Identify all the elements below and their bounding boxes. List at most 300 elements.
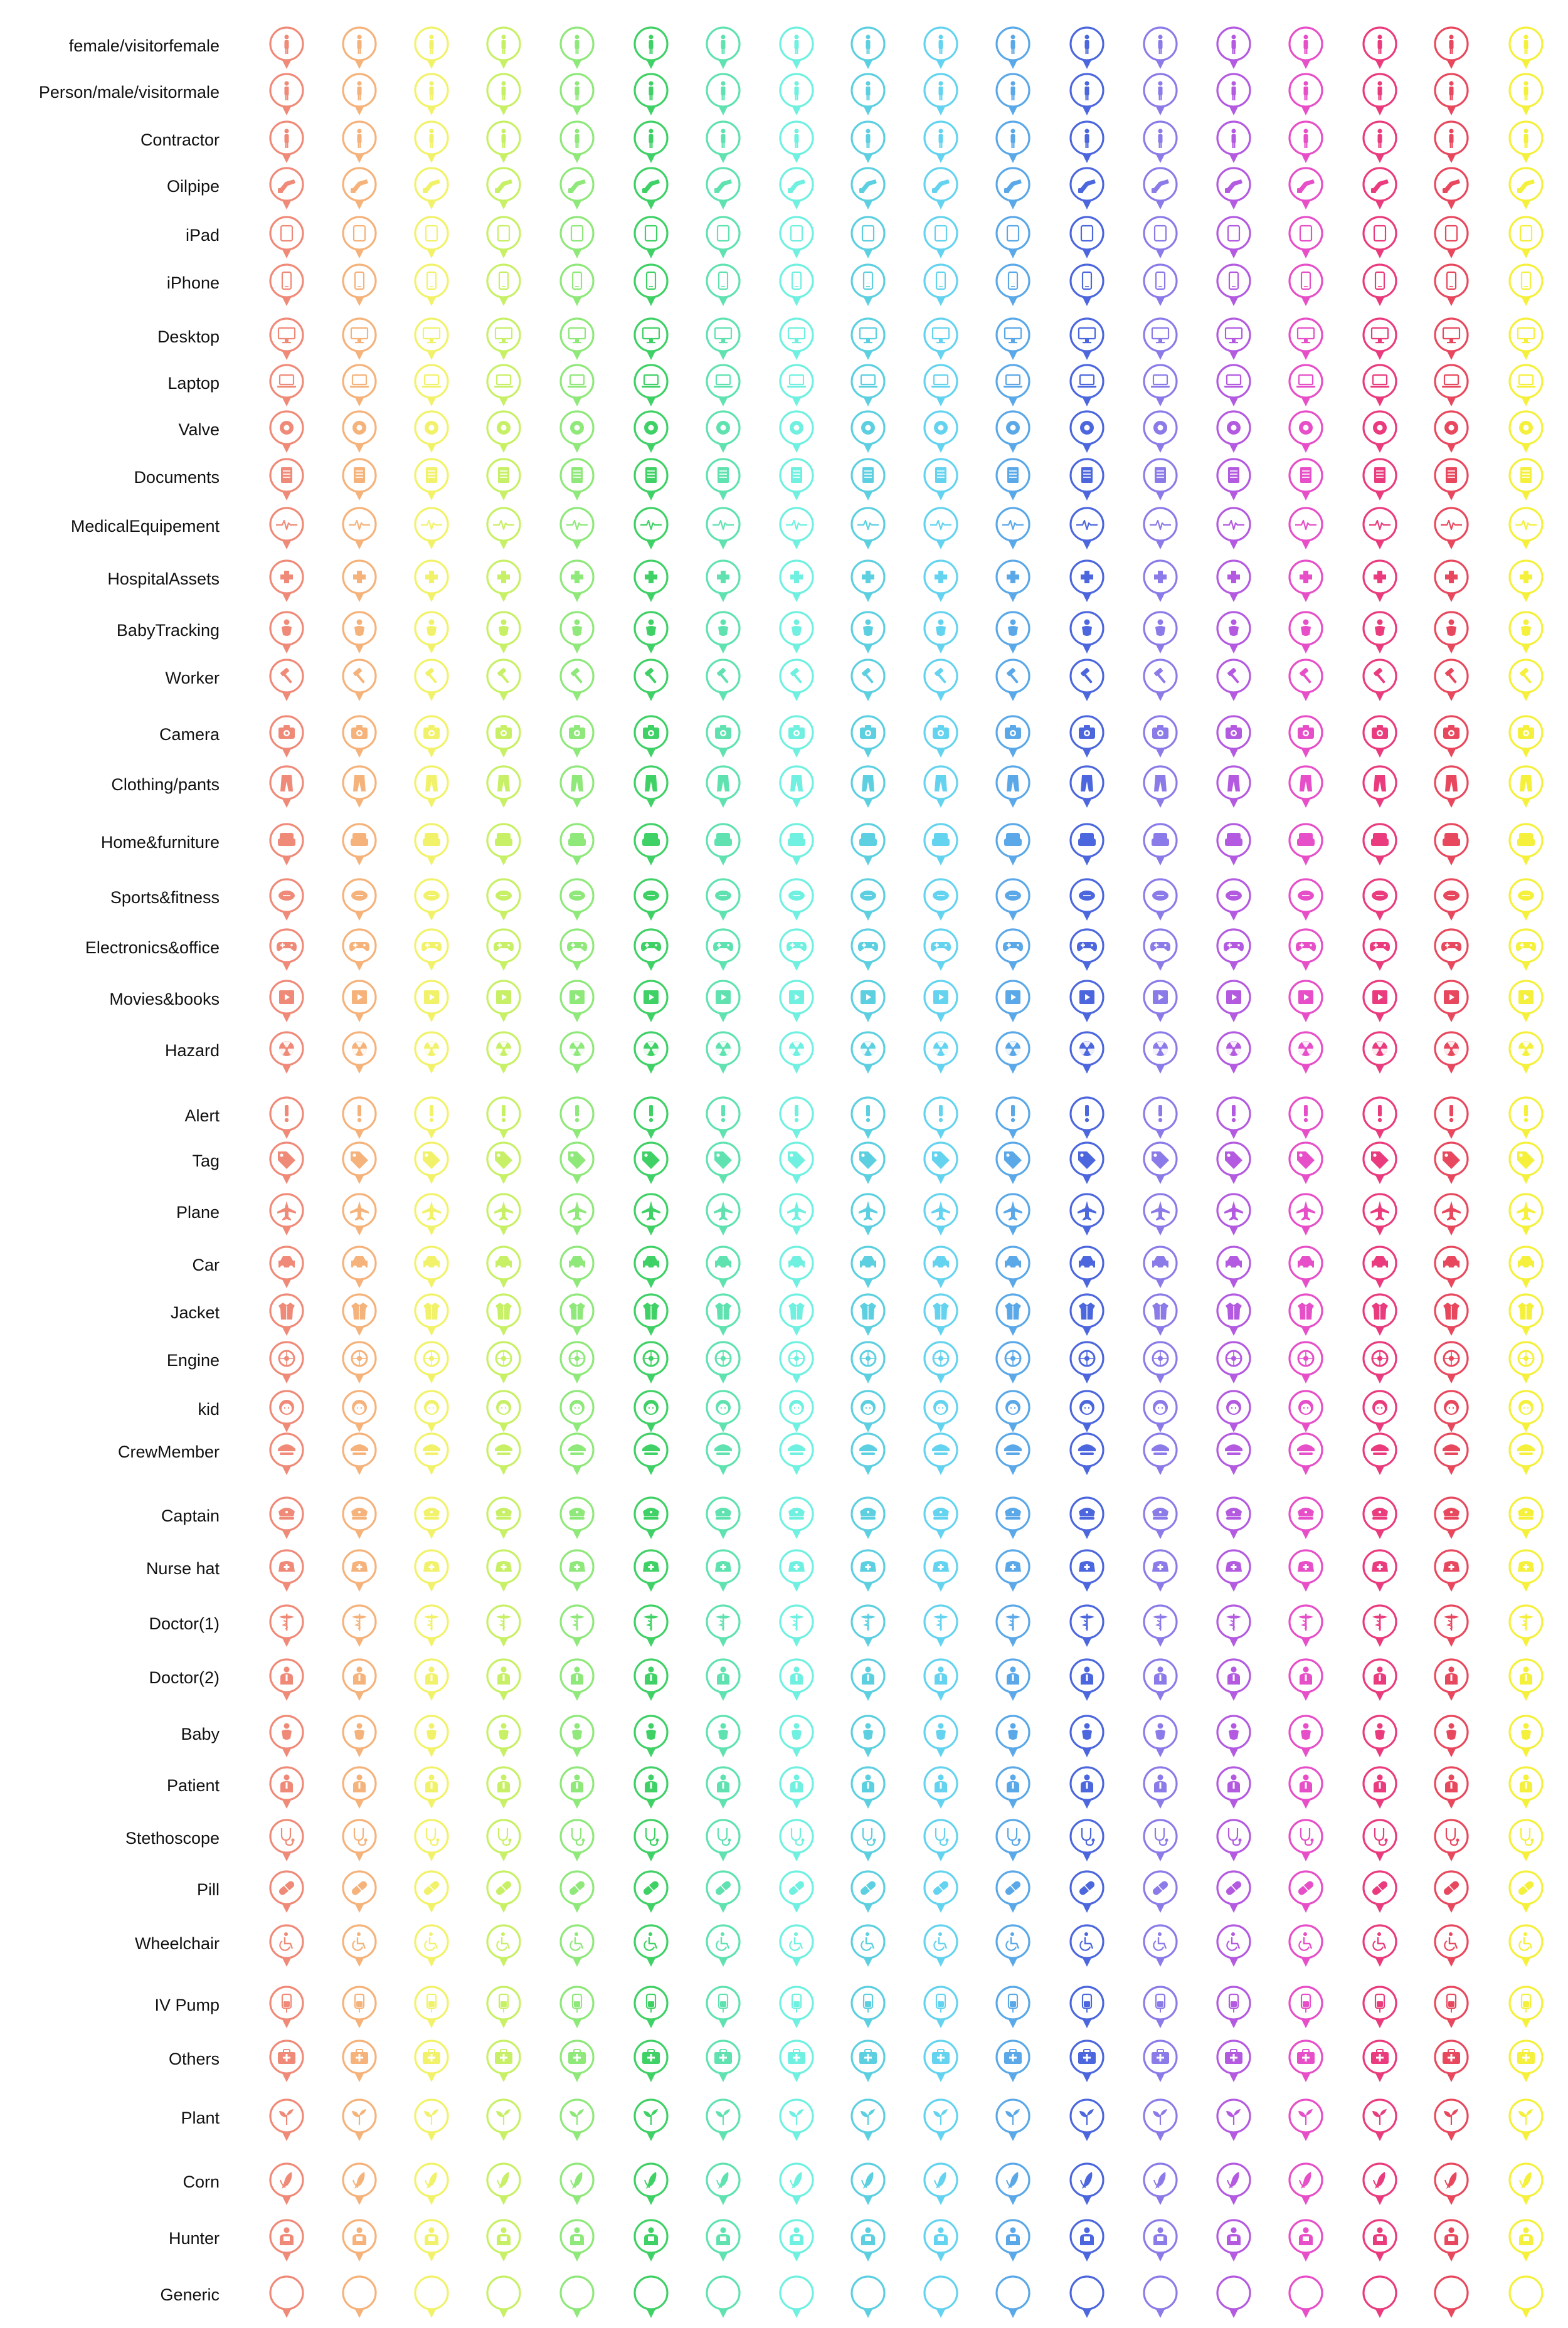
nurse-hat-icon[interactable] — [1506, 1548, 1546, 1602]
wheelchair-icon[interactable] — [411, 1923, 452, 1977]
patient-icon[interactable] — [1067, 1765, 1107, 1819]
crew-cap-icon[interactable] — [1286, 1431, 1326, 1485]
hospital-assets-icon[interactable] — [1140, 558, 1180, 612]
valve-icon[interactable] — [848, 409, 888, 463]
ipad-icon[interactable] — [776, 214, 817, 268]
plane-icon[interactable] — [1140, 1192, 1180, 1246]
engine-icon[interactable] — [1360, 1340, 1400, 1394]
pill-icon[interactable] — [339, 1869, 379, 1923]
medical-equipment-icon[interactable] — [339, 505, 379, 559]
doctor-icon[interactable] — [1214, 1657, 1254, 1711]
engine-icon[interactable] — [267, 1340, 307, 1394]
radiation-icon[interactable] — [776, 1030, 817, 1084]
generic-icon[interactable] — [993, 2274, 1033, 2328]
baby-icon[interactable] — [1506, 1713, 1546, 1767]
jacket-icon[interactable] — [557, 1292, 597, 1346]
camera-icon[interactable] — [411, 714, 452, 768]
camera-icon[interactable] — [484, 714, 524, 768]
car-icon[interactable] — [921, 1244, 961, 1298]
medical-kit-icon[interactable] — [339, 2038, 379, 2092]
pill-icon[interactable] — [557, 1869, 597, 1923]
radiation-icon[interactable] — [848, 1030, 888, 1084]
ipad-icon[interactable] — [267, 214, 307, 268]
plant-icon[interactable] — [703, 2097, 743, 2151]
armchair-icon[interactable] — [848, 822, 888, 876]
documents-icon[interactable] — [993, 457, 1033, 511]
tag-icon[interactable] — [267, 1140, 307, 1194]
ipad-icon[interactable] — [1431, 214, 1471, 268]
tag-icon[interactable] — [484, 1140, 524, 1194]
armchair-icon[interactable] — [411, 822, 452, 876]
gamepad-icon[interactable] — [921, 927, 961, 981]
nurse-hat-icon[interactable] — [557, 1548, 597, 1602]
nurse-hat-icon[interactable] — [1067, 1548, 1107, 1602]
radiation-icon[interactable] — [1286, 1030, 1326, 1084]
documents-icon[interactable] — [921, 457, 961, 511]
hunter-icon[interactable] — [1431, 2218, 1471, 2272]
jacket-icon[interactable] — [993, 1292, 1033, 1346]
iv-pump-icon[interactable] — [339, 1984, 379, 2038]
pants-icon[interactable] — [993, 764, 1033, 818]
plane-icon[interactable] — [993, 1192, 1033, 1246]
radiation-icon[interactable] — [339, 1030, 379, 1084]
medical-kit-icon[interactable] — [703, 2038, 743, 2092]
plant-icon[interactable] — [267, 2097, 307, 2151]
wheelchair-icon[interactable] — [1067, 1923, 1107, 1977]
corn-icon[interactable] — [1286, 2161, 1326, 2215]
medical-equipment-icon[interactable] — [993, 505, 1033, 559]
iphone-icon[interactable] — [1286, 262, 1326, 316]
gamepad-icon[interactable] — [848, 927, 888, 981]
generic-icon[interactable] — [557, 2274, 597, 2328]
caduceus-icon[interactable] — [1506, 1603, 1546, 1657]
ipad-icon[interactable] — [848, 214, 888, 268]
caduceus-icon[interactable] — [411, 1603, 452, 1657]
medical-equipment-icon[interactable] — [1140, 505, 1180, 559]
doctor-icon[interactable] — [848, 1657, 888, 1711]
plant-icon[interactable] — [1067, 2097, 1107, 2151]
corn-icon[interactable] — [339, 2161, 379, 2215]
hospital-assets-icon[interactable] — [631, 558, 671, 612]
film-icon[interactable] — [631, 978, 671, 1032]
jacket-icon[interactable] — [1067, 1292, 1107, 1346]
film-icon[interactable] — [848, 978, 888, 1032]
camera-icon[interactable] — [1214, 714, 1254, 768]
hunter-icon[interactable] — [848, 2218, 888, 2272]
worker-hammer-icon[interactable] — [993, 657, 1033, 711]
corn-icon[interactable] — [1140, 2161, 1180, 2215]
camera-icon[interactable] — [267, 714, 307, 768]
pill-icon[interactable] — [776, 1869, 817, 1923]
baby-tracking-icon[interactable] — [848, 610, 888, 664]
tag-icon[interactable] — [1431, 1140, 1471, 1194]
worker-hammer-icon[interactable] — [557, 657, 597, 711]
caduceus-icon[interactable] — [339, 1603, 379, 1657]
iphone-icon[interactable] — [1214, 262, 1254, 316]
valve-icon[interactable] — [993, 409, 1033, 463]
valve-icon[interactable] — [1214, 409, 1254, 463]
gamepad-icon[interactable] — [776, 927, 817, 981]
camera-icon[interactable] — [993, 714, 1033, 768]
nurse-hat-icon[interactable] — [921, 1548, 961, 1602]
medical-equipment-icon[interactable] — [1431, 505, 1471, 559]
patient-icon[interactable] — [484, 1765, 524, 1819]
armchair-icon[interactable] — [703, 822, 743, 876]
engine-icon[interactable] — [848, 1340, 888, 1394]
jacket-icon[interactable] — [1431, 1292, 1471, 1346]
plane-icon[interactable] — [1506, 1192, 1546, 1246]
iv-pump-icon[interactable] — [1360, 1984, 1400, 2038]
doctor-icon[interactable] — [339, 1657, 379, 1711]
camera-icon[interactable] — [339, 714, 379, 768]
plant-icon[interactable] — [848, 2097, 888, 2151]
caduceus-icon[interactable] — [1140, 1603, 1180, 1657]
iphone-icon[interactable] — [631, 262, 671, 316]
oilpipe-icon[interactable] — [339, 166, 379, 220]
medical-kit-icon[interactable] — [484, 2038, 524, 2092]
generic-icon[interactable] — [631, 2274, 671, 2328]
oilpipe-icon[interactable] — [1431, 166, 1471, 220]
radiation-icon[interactable] — [703, 1030, 743, 1084]
hunter-icon[interactable] — [1506, 2218, 1546, 2272]
stethoscope-icon[interactable] — [848, 1817, 888, 1871]
nurse-hat-icon[interactable] — [411, 1548, 452, 1602]
captain-hat-icon[interactable] — [339, 1495, 379, 1549]
medical-kit-icon[interactable] — [848, 2038, 888, 2092]
captain-hat-icon[interactable] — [631, 1495, 671, 1549]
medical-kit-icon[interactable] — [776, 2038, 817, 2092]
pill-icon[interactable] — [267, 1869, 307, 1923]
medical-kit-icon[interactable] — [1360, 2038, 1400, 2092]
wheelchair-icon[interactable] — [1286, 1923, 1326, 1977]
baby-tracking-icon[interactable] — [484, 610, 524, 664]
caduceus-icon[interactable] — [1067, 1603, 1107, 1657]
medical-equipment-icon[interactable] — [1360, 505, 1400, 559]
pants-icon[interactable] — [776, 764, 817, 818]
caduceus-icon[interactable] — [993, 1603, 1033, 1657]
generic-icon[interactable] — [484, 2274, 524, 2328]
jacket-icon[interactable] — [776, 1292, 817, 1346]
armchair-icon[interactable] — [921, 822, 961, 876]
wheelchair-icon[interactable] — [484, 1923, 524, 1977]
football-icon[interactable] — [1140, 877, 1180, 931]
hunter-icon[interactable] — [411, 2218, 452, 2272]
baby-icon[interactable] — [1431, 1713, 1471, 1767]
engine-icon[interactable] — [1431, 1340, 1471, 1394]
stethoscope-icon[interactable] — [1431, 1817, 1471, 1871]
male-icon[interactable] — [631, 71, 671, 125]
patient-icon[interactable] — [703, 1765, 743, 1819]
documents-icon[interactable] — [631, 457, 671, 511]
doctor-icon[interactable] — [557, 1657, 597, 1711]
nurse-hat-icon[interactable] — [484, 1548, 524, 1602]
armchair-icon[interactable] — [1506, 822, 1546, 876]
patient-icon[interactable] — [1506, 1765, 1546, 1819]
pants-icon[interactable] — [631, 764, 671, 818]
patient-icon[interactable] — [631, 1765, 671, 1819]
corn-icon[interactable] — [411, 2161, 452, 2215]
camera-icon[interactable] — [1140, 714, 1180, 768]
plant-icon[interactable] — [557, 2097, 597, 2151]
ipad-icon[interactable] — [1140, 214, 1180, 268]
nurse-hat-icon[interactable] — [993, 1548, 1033, 1602]
film-icon[interactable] — [703, 978, 743, 1032]
jacket-icon[interactable] — [703, 1292, 743, 1346]
caduceus-icon[interactable] — [1286, 1603, 1326, 1657]
captain-hat-icon[interactable] — [1360, 1495, 1400, 1549]
engine-icon[interactable] — [776, 1340, 817, 1394]
camera-icon[interactable] — [1431, 714, 1471, 768]
tag-icon[interactable] — [557, 1140, 597, 1194]
wheelchair-icon[interactable] — [1360, 1923, 1400, 1977]
iv-pump-icon[interactable] — [1140, 1984, 1180, 2038]
armchair-icon[interactable] — [1431, 822, 1471, 876]
engine-icon[interactable] — [993, 1340, 1033, 1394]
worker-hammer-icon[interactable] — [484, 657, 524, 711]
plane-icon[interactable] — [921, 1192, 961, 1246]
documents-icon[interactable] — [848, 457, 888, 511]
medical-kit-icon[interactable] — [557, 2038, 597, 2092]
gamepad-icon[interactable] — [484, 927, 524, 981]
iv-pump-icon[interactable] — [1286, 1984, 1326, 2038]
hunter-icon[interactable] — [1286, 2218, 1326, 2272]
generic-icon[interactable] — [776, 2274, 817, 2328]
iv-pump-icon[interactable] — [1067, 1984, 1107, 2038]
nurse-hat-icon[interactable] — [776, 1548, 817, 1602]
captain-hat-icon[interactable] — [848, 1495, 888, 1549]
corn-icon[interactable] — [921, 2161, 961, 2215]
pants-icon[interactable] — [1286, 764, 1326, 818]
baby-icon[interactable] — [848, 1713, 888, 1767]
patient-icon[interactable] — [993, 1765, 1033, 1819]
documents-icon[interactable] — [1214, 457, 1254, 511]
ipad-icon[interactable] — [1214, 214, 1254, 268]
gamepad-icon[interactable] — [1506, 927, 1546, 981]
engine-icon[interactable] — [631, 1340, 671, 1394]
gamepad-icon[interactable] — [993, 927, 1033, 981]
pill-icon[interactable] — [1140, 1869, 1180, 1923]
radiation-icon[interactable] — [1067, 1030, 1107, 1084]
film-icon[interactable] — [267, 978, 307, 1032]
car-icon[interactable] — [1140, 1244, 1180, 1298]
iphone-icon[interactable] — [484, 262, 524, 316]
patient-icon[interactable] — [1286, 1765, 1326, 1819]
jacket-icon[interactable] — [1140, 1292, 1180, 1346]
football-icon[interactable] — [267, 877, 307, 931]
plant-icon[interactable] — [1431, 2097, 1471, 2151]
plant-icon[interactable] — [339, 2097, 379, 2151]
worker-hammer-icon[interactable] — [631, 657, 671, 711]
iv-pump-icon[interactable] — [776, 1984, 817, 2038]
hospital-assets-icon[interactable] — [267, 558, 307, 612]
baby-icon[interactable] — [557, 1713, 597, 1767]
gamepad-icon[interactable] — [1286, 927, 1326, 981]
iphone-icon[interactable] — [411, 262, 452, 316]
doctor-icon[interactable] — [703, 1657, 743, 1711]
radiation-icon[interactable] — [484, 1030, 524, 1084]
nurse-hat-icon[interactable] — [703, 1548, 743, 1602]
pill-icon[interactable] — [484, 1869, 524, 1923]
football-icon[interactable] — [1214, 877, 1254, 931]
radiation-icon[interactable] — [631, 1030, 671, 1084]
captain-hat-icon[interactable] — [1140, 1495, 1180, 1549]
iv-pump-icon[interactable] — [703, 1984, 743, 2038]
male-icon[interactable] — [776, 71, 817, 125]
patient-icon[interactable] — [1214, 1765, 1254, 1819]
ipad-icon[interactable] — [993, 214, 1033, 268]
baby-tracking-icon[interactable] — [1431, 610, 1471, 664]
captain-hat-icon[interactable] — [267, 1495, 307, 1549]
hospital-assets-icon[interactable] — [1506, 558, 1546, 612]
doctor-icon[interactable] — [1506, 1657, 1546, 1711]
doctor-icon[interactable] — [484, 1657, 524, 1711]
car-icon[interactable] — [1214, 1244, 1254, 1298]
tag-icon[interactable] — [1067, 1140, 1107, 1194]
medical-kit-icon[interactable] — [1506, 2038, 1546, 2092]
pants-icon[interactable] — [848, 764, 888, 818]
plant-icon[interactable] — [921, 2097, 961, 2151]
plant-icon[interactable] — [1214, 2097, 1254, 2151]
baby-icon[interactable] — [993, 1713, 1033, 1767]
baby-icon[interactable] — [1067, 1713, 1107, 1767]
male-icon[interactable] — [921, 71, 961, 125]
oilpipe-icon[interactable] — [1286, 166, 1326, 220]
crew-cap-icon[interactable] — [993, 1431, 1033, 1485]
armchair-icon[interactable] — [1140, 822, 1180, 876]
gamepad-icon[interactable] — [339, 927, 379, 981]
iphone-icon[interactable] — [557, 262, 597, 316]
documents-icon[interactable] — [776, 457, 817, 511]
car-icon[interactable] — [1286, 1244, 1326, 1298]
crew-cap-icon[interactable] — [921, 1431, 961, 1485]
ipad-icon[interactable] — [339, 214, 379, 268]
baby-icon[interactable] — [339, 1713, 379, 1767]
crew-cap-icon[interactable] — [703, 1431, 743, 1485]
wheelchair-icon[interactable] — [776, 1923, 817, 1977]
wheelchair-icon[interactable] — [631, 1923, 671, 1977]
pants-icon[interactable] — [1214, 764, 1254, 818]
valve-icon[interactable] — [339, 409, 379, 463]
car-icon[interactable] — [339, 1244, 379, 1298]
car-icon[interactable] — [267, 1244, 307, 1298]
radiation-icon[interactable] — [1214, 1030, 1254, 1084]
jacket-icon[interactable] — [848, 1292, 888, 1346]
patient-icon[interactable] — [1140, 1765, 1180, 1819]
iphone-icon[interactable] — [1506, 262, 1546, 316]
tag-icon[interactable] — [1506, 1140, 1546, 1194]
generic-icon[interactable] — [703, 2274, 743, 2328]
engine-icon[interactable] — [339, 1340, 379, 1394]
hunter-icon[interactable] — [776, 2218, 817, 2272]
iphone-icon[interactable] — [703, 262, 743, 316]
stethoscope-icon[interactable] — [411, 1817, 452, 1871]
ipad-icon[interactable] — [411, 214, 452, 268]
stethoscope-icon[interactable] — [267, 1817, 307, 1871]
male-icon[interactable] — [1506, 71, 1546, 125]
plant-icon[interactable] — [1286, 2097, 1326, 2151]
football-icon[interactable] — [1360, 877, 1400, 931]
plant-icon[interactable] — [631, 2097, 671, 2151]
gamepad-icon[interactable] — [267, 927, 307, 981]
iphone-icon[interactable] — [339, 262, 379, 316]
jacket-icon[interactable] — [921, 1292, 961, 1346]
male-icon[interactable] — [993, 71, 1033, 125]
baby-tracking-icon[interactable] — [921, 610, 961, 664]
captain-hat-icon[interactable] — [1286, 1495, 1326, 1549]
engine-icon[interactable] — [411, 1340, 452, 1394]
oilpipe-icon[interactable] — [1067, 166, 1107, 220]
doctor-icon[interactable] — [993, 1657, 1033, 1711]
plane-icon[interactable] — [703, 1192, 743, 1246]
oilpipe-icon[interactable] — [267, 166, 307, 220]
valve-icon[interactable] — [1360, 409, 1400, 463]
camera-icon[interactable] — [1360, 714, 1400, 768]
hunter-icon[interactable] — [703, 2218, 743, 2272]
nurse-hat-icon[interactable] — [1286, 1548, 1326, 1602]
documents-icon[interactable] — [484, 457, 524, 511]
plane-icon[interactable] — [776, 1192, 817, 1246]
medical-equipment-icon[interactable] — [411, 505, 452, 559]
baby-icon[interactable] — [921, 1713, 961, 1767]
male-icon[interactable] — [411, 71, 452, 125]
baby-tracking-icon[interactable] — [267, 610, 307, 664]
documents-icon[interactable] — [703, 457, 743, 511]
iv-pump-icon[interactable] — [848, 1984, 888, 2038]
jacket-icon[interactable] — [1506, 1292, 1546, 1346]
football-icon[interactable] — [703, 877, 743, 931]
stethoscope-icon[interactable] — [339, 1817, 379, 1871]
medical-equipment-icon[interactable] — [1506, 505, 1546, 559]
valve-icon[interactable] — [557, 409, 597, 463]
jacket-icon[interactable] — [267, 1292, 307, 1346]
ipad-icon[interactable] — [1360, 214, 1400, 268]
baby-icon[interactable] — [1360, 1713, 1400, 1767]
stethoscope-icon[interactable] — [776, 1817, 817, 1871]
film-icon[interactable] — [1360, 978, 1400, 1032]
camera-icon[interactable] — [1506, 714, 1546, 768]
pants-icon[interactable] — [1140, 764, 1180, 818]
gamepad-icon[interactable] — [1360, 927, 1400, 981]
armchair-icon[interactable] — [339, 822, 379, 876]
car-icon[interactable] — [484, 1244, 524, 1298]
generic-icon[interactable] — [1214, 2274, 1254, 2328]
pants-icon[interactable] — [557, 764, 597, 818]
ipad-icon[interactable] — [921, 214, 961, 268]
baby-icon[interactable] — [1214, 1713, 1254, 1767]
generic-icon[interactable] — [1286, 2274, 1326, 2328]
armchair-icon[interactable] — [1214, 822, 1254, 876]
crew-cap-icon[interactable] — [557, 1431, 597, 1485]
hospital-assets-icon[interactable] — [339, 558, 379, 612]
engine-icon[interactable] — [921, 1340, 961, 1394]
hunter-icon[interactable] — [631, 2218, 671, 2272]
gamepad-icon[interactable] — [631, 927, 671, 981]
valve-icon[interactable] — [1506, 409, 1546, 463]
captain-hat-icon[interactable] — [1067, 1495, 1107, 1549]
camera-icon[interactable] — [921, 714, 961, 768]
generic-icon[interactable] — [1360, 2274, 1400, 2328]
pill-icon[interactable] — [1286, 1869, 1326, 1923]
plane-icon[interactable] — [1360, 1192, 1400, 1246]
generic-icon[interactable] — [848, 2274, 888, 2328]
stethoscope-icon[interactable] — [921, 1817, 961, 1871]
pants-icon[interactable] — [411, 764, 452, 818]
jacket-icon[interactable] — [1214, 1292, 1254, 1346]
valve-icon[interactable] — [631, 409, 671, 463]
baby-icon[interactable] — [776, 1713, 817, 1767]
engine-icon[interactable] — [1286, 1340, 1326, 1394]
corn-icon[interactable] — [848, 2161, 888, 2215]
